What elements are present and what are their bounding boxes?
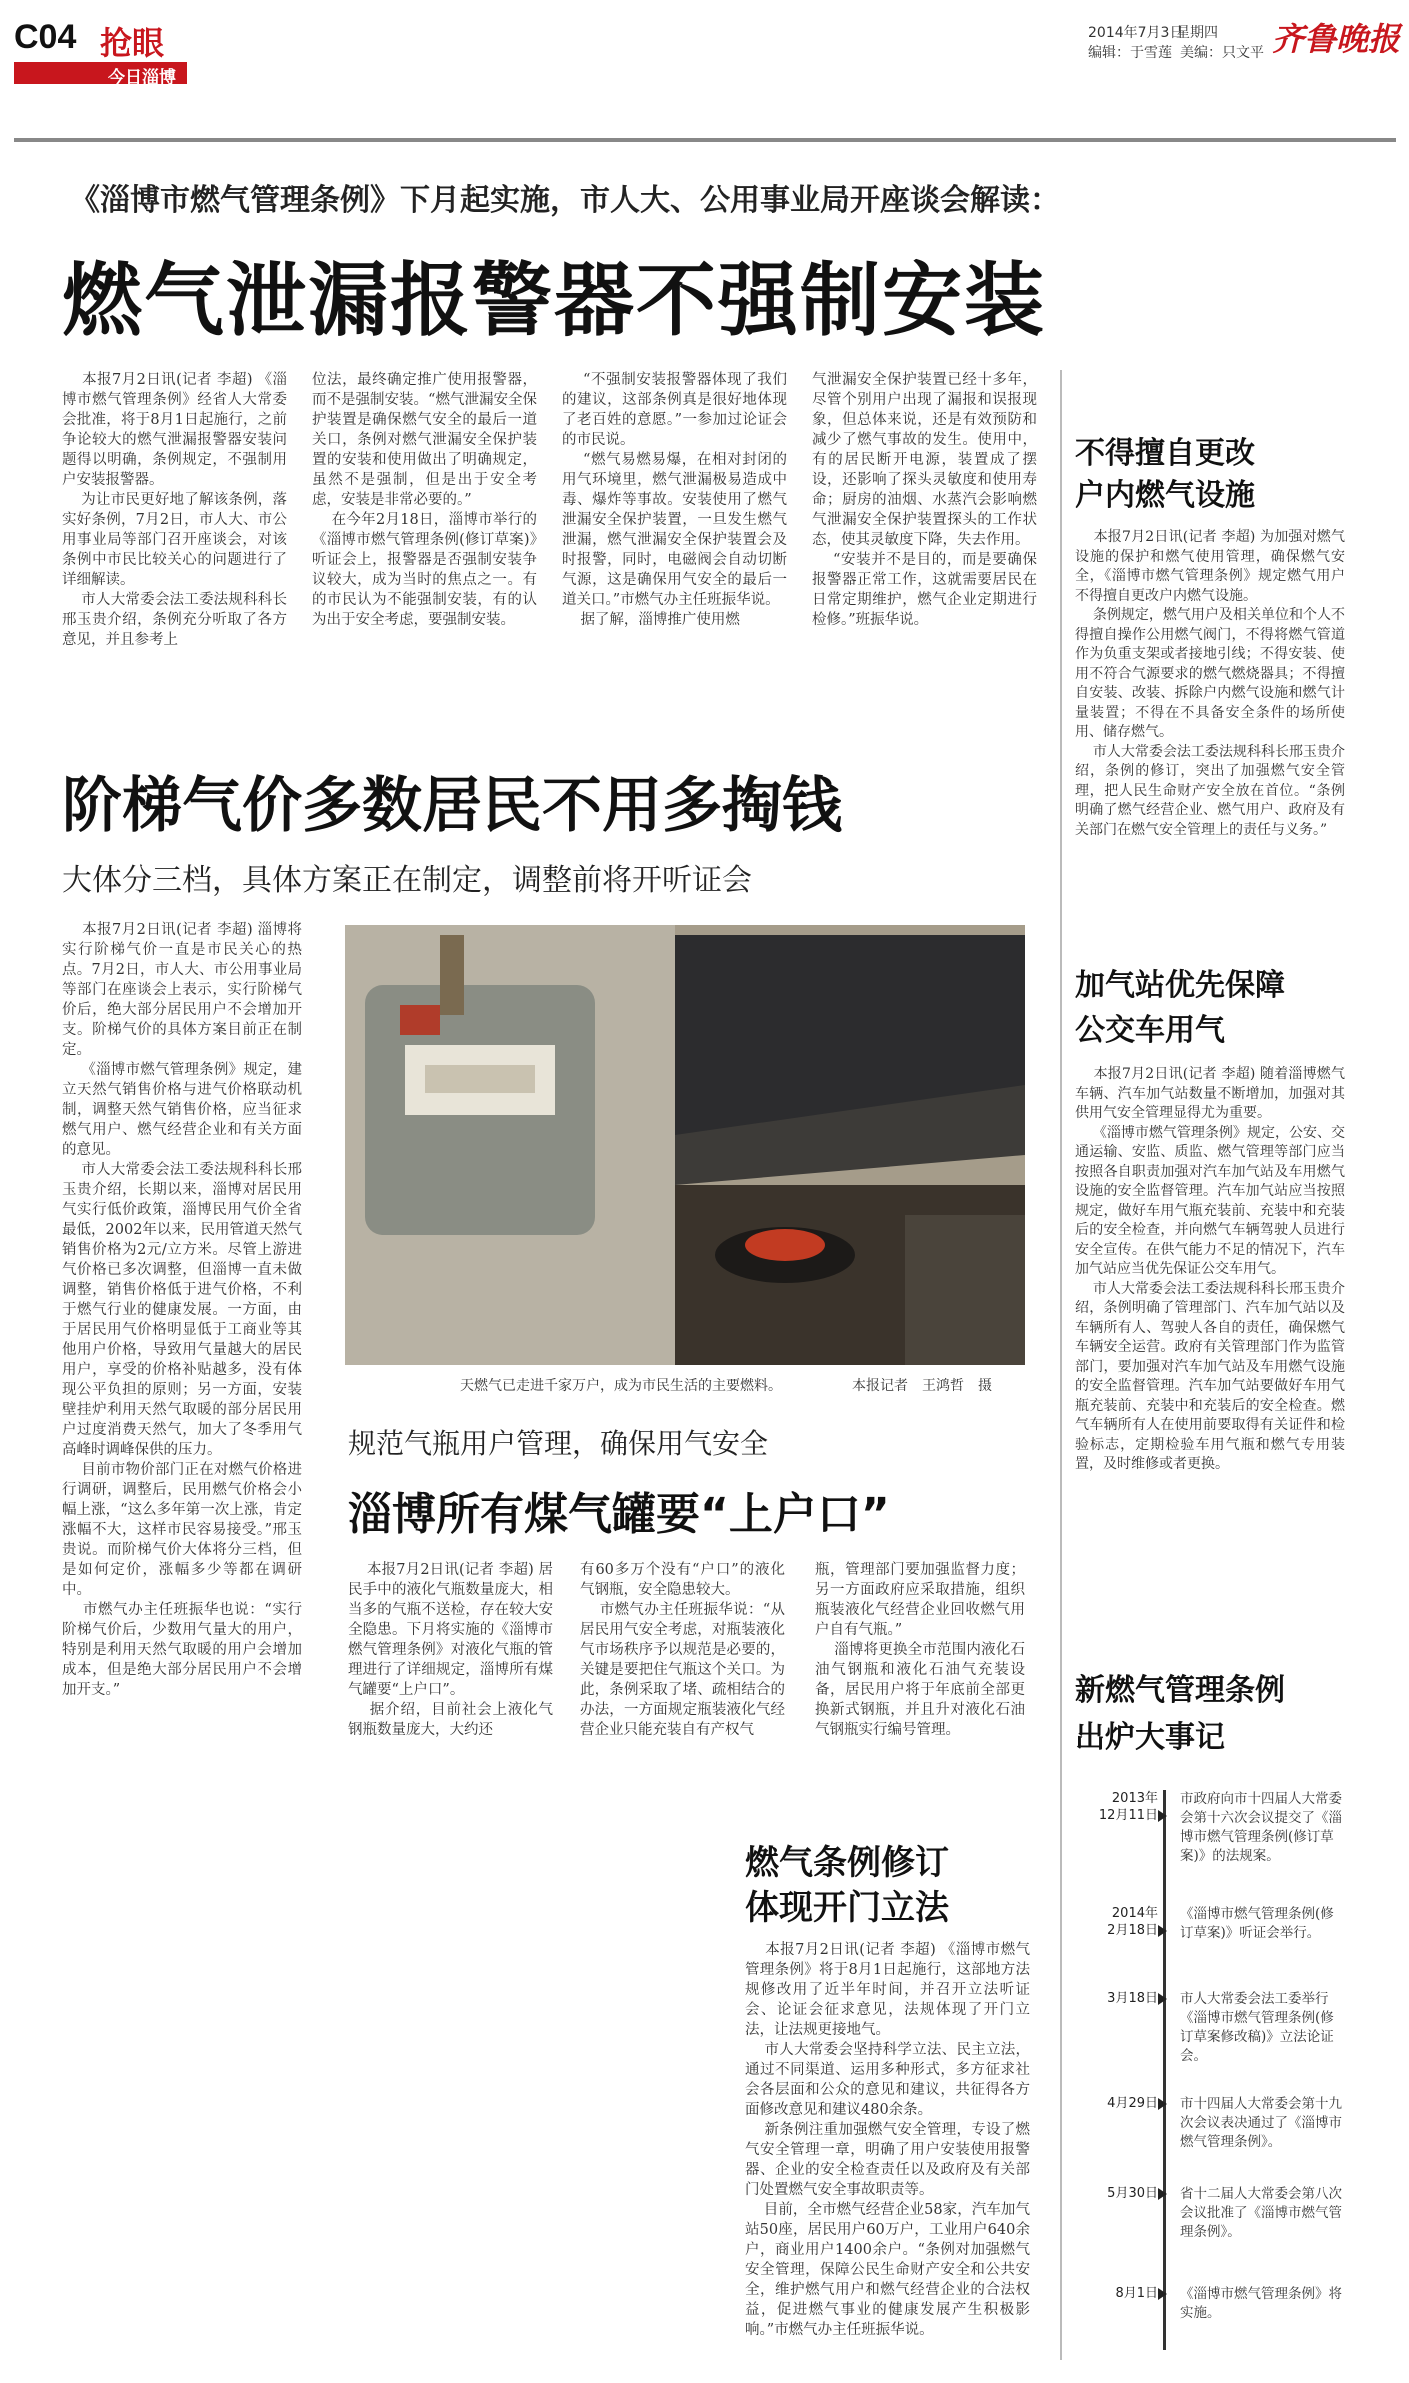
lpg-column-1: 本报7月2日讯(记者 李超) 居民手中的液化气瓶数量庞大，相当多的气瓶不送检，存在较大安全隐患。下月将实施的《淄博市燃气管理条例》对液化气瓶的管理进行了详细规定，淄博所有煤气罐要“上户口”。 据介绍，目前社会上液化气钢瓶数量庞大，大约还: [348, 1562, 553, 1738]
sidebar-s1-title-1: 不得擅自更改: [1075, 436, 1255, 471]
timeline-date: 2013年 12月11日: [1098, 1791, 1158, 1823]
photo-credit: 本报记者 王鸿哲 摄: [852, 1378, 992, 1394]
lpg-headline: 淄博所有煤气罐要“上户口”: [348, 1489, 890, 1540]
tier-column: 本报7月2日讯(记者 李超) 淄博将实行阶梯气价一直是市民关心的热点。7月2日，市人大、市公用事业局等部门在座谈会上表示，实行阶梯气价后，绝大部分居民用户不会增加开支。阶梯气价的具体方案目前正在制定。 《淄博市燃气管理条例》规定，建立天然气销售价格与进气价格联动机制，调整天然气销售价格，应当征求燃气用户、燃气经营企业和有关方面的意见。 市人大常委会法工委法规科科长邢玉贵介绍，长期以来，淄博对居民用气实行低价政策，淄博民用气价全省最低，2002年以来，民用管道天然气销售价格为2元/立方米。尽管上游进气价格已多次调整，但淄博一直未做调整，销售价格低于进气价格，不利于燃气行业的健康发展。一方面，由于居民用气价格明显低于工商业等其他用户价格，导致用气量越大的居民用户，享受的价格补贴越多，没有体现公平负担的原则；另一方面，安装壁挂炉利用天然气取暖的部分居民用户过度消费天然气，加大了冬季用气高峰时调峰保供的压力。 目前市物价部门正在对燃气价格进行调研，调整后，民用燃气价格会小幅上涨，“这么多年第一次上涨，肯定涨幅不大，这样市民容易接受。”邢玉贵说。而阶梯气价大体将分三档，但是如何定价，涨幅多少等都在调研中。 市燃气办主任班振华也说：“实行阶梯气价后，少数用气量大的用户，特别是利用天然气取暖的用户会增加成本，但是绝大部分居民用户不会增加开支。”: [62, 922, 302, 1698]
subsection-name: 今日淄博: [108, 68, 176, 88]
header-editor: 编辑：于雪莲: [1088, 45, 1172, 61]
lead-column-4: 气泄漏安全保护装置已经十多年，尽管个别用户出现了漏报和误报现象，但总体来说，还是有效预防和减少了燃气事故的发生。使用中，有的居民断开电源，装置成了摆设，还影响了探头灵敏度和使用寿命；厨房的油烟、水蒸汽会影响燃气泄漏安全保护装置探头的工作状态，使其灵敏度下降，失去作用。 “安装并不是目的，而是要确保报警器正常工作，这就需要居民在日常定期维护，燃气企业定期进行检修。”班振华说。: [812, 372, 1037, 628]
sidebar-s2-title-1: 加气站优先保障: [1075, 968, 1285, 1003]
openlaw-headline-line1: 燃气条例修订: [745, 1843, 949, 1883]
timeline-marker-icon: [1158, 1925, 1167, 1937]
sidebar-s1-body: 本报7月2日讯(记者 李超) 为加强对燃气设施的保护和燃气使用管理，确保燃气安全，《淄博市燃气管理条例》规定燃气用户不得擅自更改户内燃气设施。 条例规定，燃气用户及相关单位和个人不得擅自操作公用燃气阀门，不得将燃气管道作为负重支架或者接地引线；不得安装、使用不符合气源要求的燃气燃烧器具；不得擅自安装、改装、拆除户内燃气设施和燃气计量装置；不得在不具备安全条件的场所使用、储存燃气。 市人大常委会法工委法规科科长邢玉贵介绍，条例的修订，突出了加强燃气安全管理，把人民生命财产安全放在首位。“条例明确了燃气经营企业、燃气用户、政府及有关部门在燃气安全管理上的责任与义务。”: [1075, 529, 1345, 838]
header-designer: 美编：只文平: [1180, 45, 1264, 61]
timeline-date: 5月30日: [1107, 2186, 1158, 2201]
lead-column-2: 位法，最终确定推广使用报警器，而不是强制安装。“燃气泄漏安全保护装置是确保燃气安全的最后一道关口，条例对燃气泄漏安全保护装置的安装和使用做出了明确规定，虽然不是强制，但是出于安全考虑，安装是非常必要的。” 在今年2月18日，淄博市举行的《淄博市燃气管理条例(修订草案)》听证会上，报警器是否强制安装争议较大，成为当时的焦点之一。有的市民认为不能强制安装，有的认为出于安全考虑，要强制安装。: [312, 372, 537, 628]
sidebar-s1-title-2: 户内燃气设施: [1075, 478, 1255, 513]
sidebar-s3-title-1: 新燃气管理条例: [1075, 1673, 1285, 1708]
page-number: C04: [14, 18, 77, 56]
timeline-text: 《淄博市燃气管理条例》将实施。: [1180, 2286, 1342, 2321]
timeline-text: 省十二届人大常委会第八次会议批准了《淄博市燃气管理条例》。: [1180, 2186, 1342, 2240]
header-date: 2014年7月3日: [1088, 25, 1184, 41]
news-photo: [345, 925, 1025, 1365]
timeline-marker-icon: [1158, 1993, 1167, 2005]
paper-logo: 齐鲁晚报: [1272, 20, 1401, 58]
tier-subhead: 大体分三档，具体方案正在制定，调整前将开听证会: [62, 863, 752, 898]
kitchen-photo-illustration: [345, 925, 1025, 1365]
timeline-date: 3月18日: [1107, 1991, 1158, 2006]
section-name: 抢眼: [100, 24, 165, 62]
timeline-marker-icon: [1158, 1810, 1167, 1822]
lead-column-3: “不强制安装报警器体现了我们的建议，这部条例真是很好地体现了老百姓的意愿。”一参加过论证会的市民说。 “燃气易燃易爆，在相对封闭的用气环境里，燃气泄漏极易造成中毒、爆炸等事故。安装使用了燃气泄漏安全保护装置，一旦发生燃气泄漏，燃气泄漏安全保护装置会及时报警，同时，电磁阀会自动切断气源，这是确保用气安全的最后一道关口。”市燃气办主任班振华说。 据了解，淄博推广使用燃: [562, 372, 787, 628]
sidebar-s2-body: 本报7月2日讯(记者 李超) 随着淄博燃气车辆、汽车加气站数量不断增加，加强对其供用气安全管理显得尤为重要。 《淄博市燃气管理条例》规定，公安、交通运输、安监、质监、燃气管理等部门应当按照各自职责加强对汽车加气站及车用燃气设施的安全监督管理。汽车加气站应当按照规定，做好车用气瓶充装前、充装中和充装后的安全检查，并向燃气车辆驾驶人员进行安全宣传。在供气能力不足的情况下，汽车加气站应当优先保证公交车用气。 市人大常委会法工委法规科科长邢玉贵介绍，条例明确了管理部门、汽车加气站以及车辆所有人、驾驶人各自的责任，确保燃气车辆安全运营。政府有关管理部门作为监管部门，要加强对汽车加气站及车用燃气设施的安全监督管理。汽车加气站要做好车用气瓶充装前、充装中和充装后的安全检查。燃气车辆所有人在使用前要取得有关证件和检验标志，定期检验车用气瓶和燃气专用装置，及时维修或者更换。: [1075, 1066, 1345, 1472]
timeline-text: 市十四届人大常委会第十九次会议表决通过了《淄博市燃气管理条例》。: [1180, 2096, 1342, 2150]
lpg-column-3: 瓶，管理部门要加强监督力度；另一方面政府应采取措施，组织瓶装液化气经营企业回收燃气用户自有气瓶。” 淄博将更换全市范围内液化石油气钢瓶和液化石油气充装设备，居民用户将于年底前全部更换新式钢瓶，并且升对液化石油气钢瓶实行编号管理。: [815, 1562, 1025, 1738]
timeline-date: 4月29日: [1107, 2096, 1158, 2111]
lpg-kicker: 规范气瓶用户管理，确保用气安全: [348, 1427, 769, 1460]
photo-caption: 天燃气已走进千家万户，成为市民生活的主要燃料。: [460, 1378, 782, 1394]
openlaw-body: 本报7月2日讯(记者 李超) 《淄博市燃气管理条例》将于8月1日起施行，这部地方法规修改用了近半年时间，并召开立法听证会、论证会征求意见，法规体现了开门立法，让法规更接地气。 市人大常委会坚持科学立法、民主立法，通过不同渠道、运用多种形式，多方征求社会各层面和公众的意见和建议，共征得各方面修改意见和建议480余条。 新条例注重加强燃气安全管理，专设了燃气安全管理一章，明确了用户安装使用报警器、企业的安全检查责任以及政府及有关部门处置燃气安全事故职责等。 目前，全市燃气经营企业58家，汽车加气站50座，居民用户60万户，工业用户640余户，商业用户1400余户。“条例对加强燃气安全管理，保障公民生命财产安全和公共安全，维护燃气用户和燃气经营企业的合法权益，促进燃气事业的健康发展产生积极影响。”市燃气办主任班振华说。: [745, 1942, 1030, 2338]
timeline-date: 2014年 2月18日: [1107, 1906, 1158, 1938]
openlaw-headline-line2: 体现开门立法: [745, 1888, 949, 1928]
timeline-marker-icon: [1158, 2288, 1167, 2300]
sidebar-s3-title-2: 出炉大事记: [1075, 1720, 1225, 1755]
lead-kicker: 《淄博市燃气管理条例》下月起实施，市人大、公用事业局开座谈会解读：: [70, 183, 1060, 218]
timeline-text: 《淄博市燃气管理条例(修订草案)》听证会举行。: [1180, 1906, 1334, 1941]
lpg-column-2: 有60多万个没有“户口”的液化气钢瓶，安全隐患较大。 市燃气办主任班振华说：“从居民用气安全考虑，对瓶装液化气市场秩序予以规范是必要的，关键是要把住气瓶这个关口。为此，条例采取了堵、疏相结合的办法，一方面规定瓶装液化气经营企业只能充装自有产权气: [580, 1562, 785, 1738]
vertical-divider: [1060, 370, 1062, 2360]
header-rule: [14, 138, 1396, 142]
header-weekday: 星期四: [1176, 25, 1218, 41]
timeline-marker-icon: [1158, 2098, 1167, 2110]
timeline-marker-icon: [1158, 2188, 1167, 2200]
lead-headline: 燃气泄漏报警器不强制安装: [62, 254, 1046, 347]
timeline-text: 市政府向市十四届人大常委会第十六次会议提交了《淄博市燃气管理条例(修订草案)》的法规案。: [1180, 1791, 1342, 1864]
lead-column-1: 本报7月2日讯(记者 李超) 《淄博市燃气管理条例》经省人大常委会批准，将于8月1日起施行，之前争论较大的燃气泄漏报警器安装问题得以明确，条例规定，不强制用户安装报警器。 为让市民更好地了解该条例，落实好条例，7月2日，市人大、市公用事业局等部门召开座谈会，对该条例中市民比较关心的问题进行了详细解读。 市人大常委会法工委法规科科长邢玉贵介绍，条例充分听取了各方意见，并且参考上: [62, 372, 287, 648]
sidebar-s2-title-2: 公交车用气: [1075, 1013, 1225, 1048]
tier-headline: 阶梯气价多数居民不用多掏钱: [62, 771, 842, 841]
timeline-date: 8月1日: [1115, 2286, 1158, 2301]
timeline-text: 市人大常委会法工委举行《淄博市燃气管理条例(修订草案修改稿)》立法论证会。: [1180, 1991, 1334, 2064]
timeline-line: [1163, 1790, 1166, 2350]
page-header: [0, 0, 1409, 90]
